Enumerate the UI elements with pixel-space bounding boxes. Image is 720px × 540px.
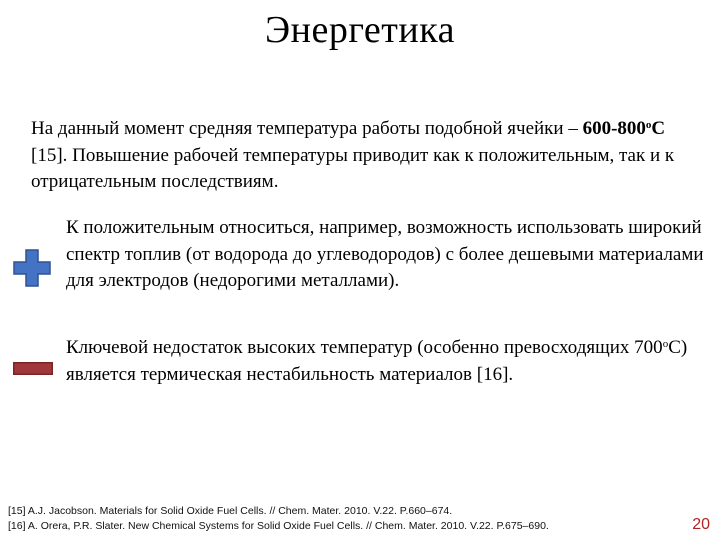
degree-sup: o (645, 119, 652, 131)
intro-text-start: На данный момент средняя температура работы подобной ячейки – (31, 118, 583, 139)
negative-text-end: C) является термическая нестабильность материалов [16]. (66, 337, 688, 385)
reference-item: [15] A.J. Jacobson. Materials for Solid Oxide Fuel Cells. // Chem. Mater. 2010. V.22. P.660–674. (8, 505, 453, 517)
positive-effect-text: К положительным относиться, например, возможность использовать широкий спектр топлив (от водорода до углеводородов) с более дешевыми материалами для электродов (недорогими металлами). (66, 217, 704, 291)
reference-item: [16] A. Orera, P.R. Slater. New Chemical Systems for Solid Oxide Fuel Cells. // Chem. Mater. 2010. V.22. P.675–690. (8, 520, 549, 532)
degree-sup: o (662, 338, 669, 350)
negative-effect-text (66, 335, 706, 388)
temperature-range (583, 118, 666, 139)
references (8, 504, 688, 534)
plus-icon (13, 249, 51, 287)
negative-text-start: Ключевой недостаток высоких температур (особенно превосходящих 700 (66, 337, 663, 358)
temperature-value: 600-800 (582, 118, 646, 139)
minus-icon (13, 362, 53, 375)
intro-paragraph (31, 116, 701, 196)
intro-text-end: [15]. Повышение рабочей температуры приводит как к положительным, так и к отрицательным последствиям. (31, 144, 675, 192)
slide-title: Энергетика (265, 9, 455, 51)
page-number: 20 (692, 516, 710, 533)
temperature-unit: C (651, 118, 666, 139)
